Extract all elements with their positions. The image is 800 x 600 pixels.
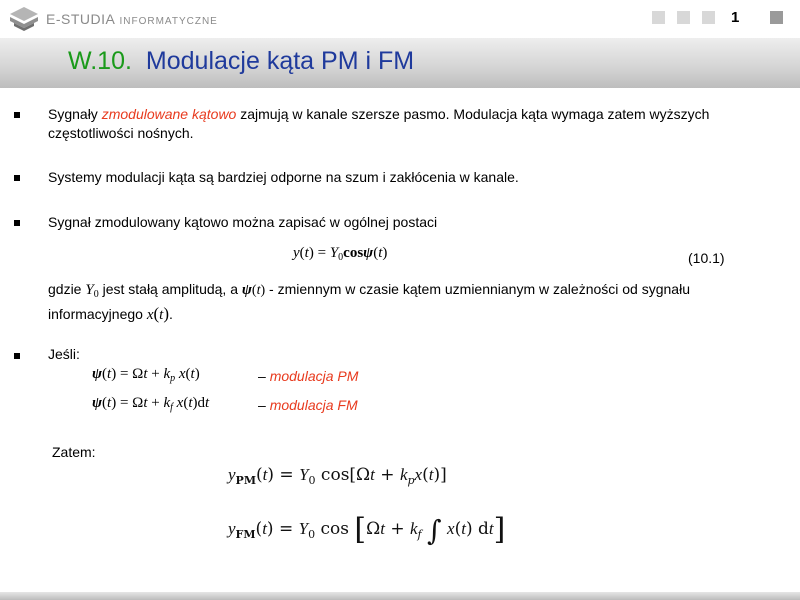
zatem-text: Zatem:: [52, 444, 96, 460]
equation-10-1: $y(t) = Y_0\cos\psi(t)$: [293, 245, 388, 263]
bullet-4-text: Jeśli:: [48, 346, 80, 362]
fm-label: – modulacja FM: [258, 397, 358, 413]
highlight-text: zmodulowane kątowo: [101, 106, 237, 122]
logo-icon: [8, 6, 40, 32]
brand-name: E-STUDIA INFORMATYCZNE: [46, 11, 218, 27]
title-text: Modulacje kąta PM i FM: [145, 47, 415, 75]
nav-square-icon: [702, 11, 715, 24]
nav-square-icon: [677, 11, 690, 24]
pm-label: – modulacja PM: [258, 368, 359, 384]
bullet-1-text: Sygnały zmodulowane kątowo zajmują w kanale szersze pasmo. Modulacja kąta wymaga zatem wyższych częstotliwości nośnych.: [48, 106, 710, 141]
equation-fm: $\psi(t) = \Omega t + k_f$ x(t)dt: [92, 395, 210, 413]
equation-yfm: $y_{FM}(t) = Y_0$ $\cos [\Omega t + k_f$ ∫ x(t) dt]: [228, 512, 506, 547]
slide-header: [0, 0, 800, 38]
bullet-3-text: Sygnał zmodulowany kątowo można zapisać w ogólnej postaci: [48, 214, 438, 230]
bullet-2-text: Systemy modulacji kąta są bardziej odporne na szum i zakłócenia w kanale.: [48, 169, 519, 185]
equation-description: gdzie $Y_0$ jest stałą amplitudą, a ψ(t) - zmiennym w czasie kątem uzmiennianym w zależności od sygnału informacyjnego x(t).: [48, 281, 690, 323]
bullet-icon: [14, 220, 20, 226]
bullet-icon: [14, 175, 20, 181]
equation-pm: $\psi(t) = \Omega t + k_p$ x(t): [92, 366, 200, 384]
nav-square-icon: [652, 11, 665, 24]
slide-footer: [0, 592, 800, 600]
bullet-icon: [14, 112, 20, 118]
title-number: W.10.: [68, 47, 132, 75]
equation-number: (10.1): [688, 250, 725, 266]
nav-square-icon: [770, 11, 783, 24]
bullet-icon: [14, 353, 20, 359]
slide-title: [68, 47, 414, 76]
equation-ypm: $y_{PM}(t) = Y_0$ $\cos[\Omega t + k_px(t)]$: [228, 465, 447, 487]
slide-number: 1: [731, 9, 740, 26]
